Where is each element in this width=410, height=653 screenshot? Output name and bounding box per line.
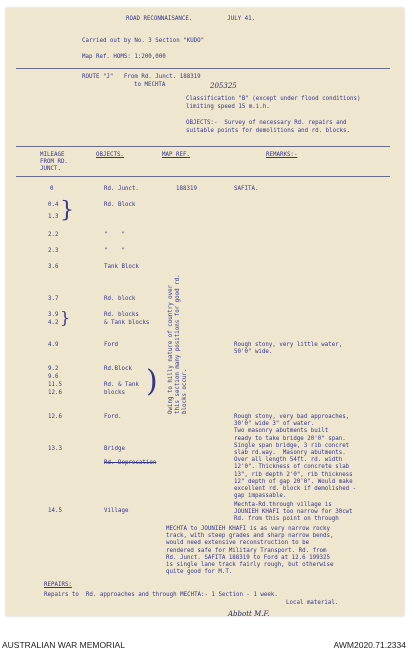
route-line: ROUTE "J" From Rd. Junct. 188319 xyxy=(82,74,201,80)
objects-line-2: suitable points for demolitions and rd. blocks. xyxy=(186,128,351,134)
row-mileage: 3.9 xyxy=(48,312,59,318)
divider xyxy=(16,176,390,177)
footer-right: AWM2020.71.2334 xyxy=(333,640,406,650)
row-remark: Mechta-Rd.through village is JOUNIEH KHAFI too narrow for 30cwt Rd. from this point on through xyxy=(234,502,353,523)
row-object: Rd. blocks xyxy=(104,312,139,318)
row-object: " " xyxy=(104,248,125,254)
row-remark: Rough stony, very bad approaches, 30'0" wide 3" of water. Two masonry abutments built ready to take bridge 20'0" span. Single span bridge, 3 rib concret slab rd.way. Masonry abutments. Over all length 54ft. rd. width 12'0". Thickness of concrete slab 13", rib depth 2'0", rib thickness 12" depth of gap 20'0". Would make excellent rd. block if demolished - gap impassable. xyxy=(234,414,357,500)
row-object: Rd. & Tank xyxy=(104,382,139,388)
row-mileage: 2.3 xyxy=(48,248,59,254)
row-mileage: 12.6 xyxy=(48,414,62,420)
row-object: Village xyxy=(104,508,129,514)
row-object: Rd. block xyxy=(104,296,136,302)
bracket: ) xyxy=(146,364,158,399)
row-mileage: 11.5 xyxy=(48,382,62,388)
row-mileage: 0 xyxy=(50,186,54,192)
row-object: " " xyxy=(104,232,125,238)
struck-out-entry: Rd. Deprecation xyxy=(104,460,157,466)
row-object: Bridge xyxy=(104,446,125,452)
signature: Abbott M.F. xyxy=(228,610,270,618)
repairs-line-2: Local material. xyxy=(286,600,339,606)
row-mileage: 4.9 xyxy=(48,342,59,348)
carried-out-line: Carried out by No. 3 Section "KUDO" xyxy=(82,38,205,44)
row-object: & Tank blocks xyxy=(104,320,150,326)
row-mileage: 12.6 xyxy=(48,390,62,396)
row-mileage: 14.5 xyxy=(48,508,62,514)
objects-line-1: OBJECTS:- Survey of necessary Rd. repairs and xyxy=(186,120,347,126)
col-header-objects: OBJECTS. xyxy=(96,152,124,158)
col-header-mileage: MILEAGE FROM RD. JUNCT. xyxy=(40,152,68,173)
handwritten-map-ref: 205325 xyxy=(210,82,237,90)
limiting-speed: limiting speed 15 m.i.h. xyxy=(186,104,270,110)
row-mileage: 13.3 xyxy=(48,446,62,452)
divider xyxy=(16,68,390,69)
repairs-heading: REPAIRS: xyxy=(44,582,72,588)
row-mileage: 9.6 xyxy=(48,374,59,380)
route-destination: to MECHTA xyxy=(134,82,166,88)
row-object: Rd. Block xyxy=(104,202,136,208)
row-mileage: 2.2 xyxy=(48,232,59,238)
row-object: Rd.Block xyxy=(104,366,132,372)
row-object: Ford. xyxy=(104,414,122,420)
row-remark: Rough stony, very little water, 50'0" wide. xyxy=(234,342,343,356)
row-mileage: 3.6 xyxy=(48,264,59,270)
row-mileage: 0.4 xyxy=(48,202,59,208)
vertical-side-note: Owing to hilly nature of country over this section many positions for good rd. blocks occur. xyxy=(168,274,189,414)
row-mileage: 1.3 xyxy=(48,214,59,220)
bracket: } xyxy=(60,198,74,223)
document-header: ROAD RECONNAISANCE. JULY 41. xyxy=(126,16,256,22)
row-object: Ford xyxy=(104,342,118,348)
row-object: Rd. Junct. xyxy=(104,186,139,192)
footer-left: AUSTRALIAN WAR MEMORIAL xyxy=(2,640,125,650)
row-remark: SAFITA. xyxy=(234,186,259,192)
classification: Classification "B" (except under flood conditions) xyxy=(186,96,361,102)
map-reference: Map Ref. HOMS: 1:200,000 xyxy=(82,54,166,60)
row-mileage: 3.7 xyxy=(48,296,59,302)
row-object: Tank Block xyxy=(104,264,139,270)
col-header-remarks: REMARKS:- xyxy=(266,152,298,158)
bracket: } xyxy=(60,308,71,327)
row-object: blocks xyxy=(104,390,125,396)
repairs-line-1: Repairs to Rd. approaches and through MECHTA:- 1 Section - 1 week. xyxy=(44,592,278,598)
row-mileage: 4.2 xyxy=(48,320,59,326)
row-map-ref: 188319 xyxy=(176,186,197,192)
col-header-mapref: MAP REF. xyxy=(162,152,190,158)
continuation-paragraph: MECHTA to JOUNIEH KHAFI is as very narrow rocky track, with steep grades and sharp narrow bends, would need extensive reconstruction to be rendered safe for Military Transport. Rd. from Rd. Junct. SAFITA 188319 to Ford at 12.6 199325 is single lane track fairly rough, but otherwise quite good for M.T. xyxy=(166,526,334,576)
row-mileage: 9.2 xyxy=(48,366,59,372)
divider xyxy=(16,146,390,147)
